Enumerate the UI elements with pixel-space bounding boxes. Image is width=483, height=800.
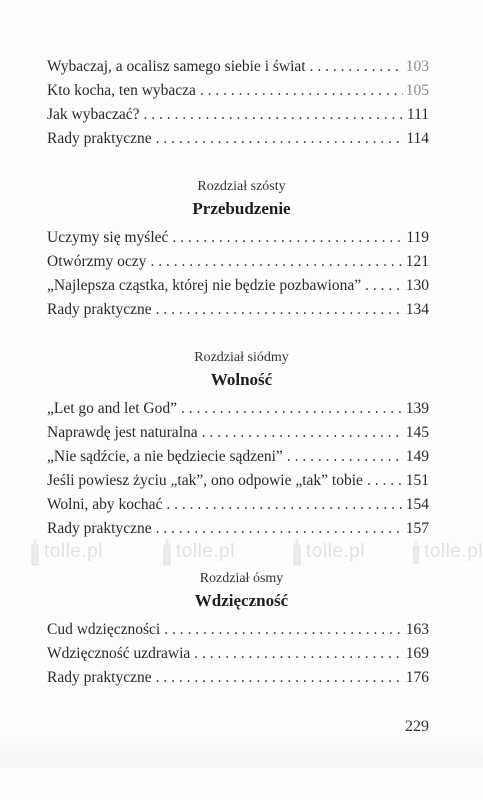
chapter-label: Rozdział siódmy <box>194 350 289 365</box>
toc-entry-page: 145 <box>405 424 429 441</box>
toc-entry-title: Uczymy się myśleć <box>47 229 169 246</box>
watermark-text: tolle.pl <box>306 541 365 562</box>
toc-entry <box>47 494 429 516</box>
dot-leader <box>365 275 403 297</box>
toc-entry <box>47 56 429 78</box>
toc-entry <box>47 446 429 468</box>
candle-logo-icon <box>160 537 174 567</box>
watermark <box>410 536 483 568</box>
toc-entry-page: 154 <box>405 496 429 513</box>
toc-entry-page: 176 <box>405 669 429 686</box>
watermark-text: tolle.pl <box>176 541 235 562</box>
dot-leader <box>181 398 403 420</box>
toc-entry-title: Rady praktyczne <box>47 520 152 537</box>
toc-entry-page: 163 <box>405 621 429 638</box>
page-number: 229 <box>405 718 429 735</box>
toc-entry <box>47 104 429 126</box>
dot-leader <box>156 518 403 540</box>
toc-entry-page: 119 <box>406 229 429 246</box>
page-bottom-edge <box>0 738 483 768</box>
toc-entry <box>47 398 429 420</box>
dot-leader <box>367 470 403 492</box>
toc-entry-title: „Najlepsza cząstka, której nie będzie pozbawiona” <box>47 277 362 294</box>
dot-leader <box>164 619 403 641</box>
toc-entry-page: 151 <box>405 472 429 489</box>
dot-leader <box>200 80 403 102</box>
dot-leader <box>202 422 403 444</box>
toc-entry-page: 169 <box>405 645 429 662</box>
watermark <box>28 536 103 568</box>
toc-entry-page: 114 <box>406 130 429 147</box>
toc-entry <box>47 422 429 444</box>
chapter-label: Rozdział szósty <box>197 179 286 194</box>
toc-entry-page: 149 <box>405 448 429 465</box>
dot-leader <box>150 251 402 273</box>
toc-entry-title: Naprawdę jest naturalna <box>47 424 198 441</box>
toc-entry-title: Rady praktyczne <box>47 301 152 318</box>
watermark <box>160 536 235 568</box>
toc-entry-title: Rady praktyczne <box>47 669 152 686</box>
toc-entry-page: 139 <box>405 400 429 417</box>
candle-logo-icon <box>28 537 42 567</box>
dot-leader <box>156 667 403 689</box>
toc-entry-title: Kto kocha, ten wybacza <box>47 82 196 99</box>
toc-entry <box>47 80 429 102</box>
toc-entry <box>47 299 429 321</box>
watermark-text: tolle.pl <box>424 541 483 562</box>
dot-leader <box>156 128 404 150</box>
toc-entry <box>47 128 429 150</box>
toc-entry-title: Cud wdzięczności <box>47 621 161 638</box>
toc-entry <box>47 643 429 665</box>
toc-entry-title: Rady praktyczne <box>47 130 152 147</box>
toc-entry-page: 121 <box>405 253 429 270</box>
dot-leader <box>144 104 404 126</box>
toc-entry-title: Wybaczaj, a ocalisz samego siebie i świat <box>47 58 306 75</box>
toc-entry <box>47 518 429 540</box>
toc-entry-title: Jeśli powiesz życiu „tak”, ono odpowie „tak” tobie <box>47 472 363 489</box>
candle-logo-icon <box>410 537 422 567</box>
dot-leader <box>172 227 403 249</box>
toc-entry-title: Wolni, aby kochać <box>47 496 163 513</box>
toc-entry-title: „Let go and let God” <box>47 400 177 417</box>
toc-entry <box>47 275 429 297</box>
toc-entry <box>47 470 429 492</box>
dot-leader <box>194 643 402 665</box>
toc-entry-page: 103 <box>405 58 429 75</box>
chapter-title: Wdzięczność <box>194 591 289 610</box>
toc-entry-page: 157 <box>405 520 429 537</box>
dot-leader <box>156 299 403 321</box>
toc-entry-page: 111 <box>406 106 429 123</box>
toc-entry-title: Wdzięczność uzdrawia <box>47 645 191 662</box>
toc-entry-title: „Nie sądźcie, a nie będziecie sądzeni” <box>47 448 283 465</box>
toc-entry-title: Otwórzmy oczy <box>47 253 147 270</box>
toc-entry <box>47 227 429 249</box>
watermark <box>290 536 365 568</box>
toc-entry-title: Jak wybaczać? <box>47 106 140 123</box>
toc-entry <box>47 251 429 273</box>
toc-entry-page: 105 <box>405 82 429 99</box>
toc-entry <box>47 667 429 689</box>
dot-leader <box>287 446 403 468</box>
watermark-text: tolle.pl <box>44 541 103 562</box>
toc-entry-page: 134 <box>405 301 429 318</box>
chapter-label: Rozdział ósmy <box>199 571 284 586</box>
toc-entry <box>47 619 429 641</box>
candle-logo-icon <box>290 537 304 567</box>
toc-entry-page: 130 <box>405 277 429 294</box>
dot-leader <box>166 494 402 516</box>
dot-leader <box>310 56 403 78</box>
chapter-title: Wolność <box>210 370 273 389</box>
chapter-title: Przebudzenie <box>192 199 291 218</box>
